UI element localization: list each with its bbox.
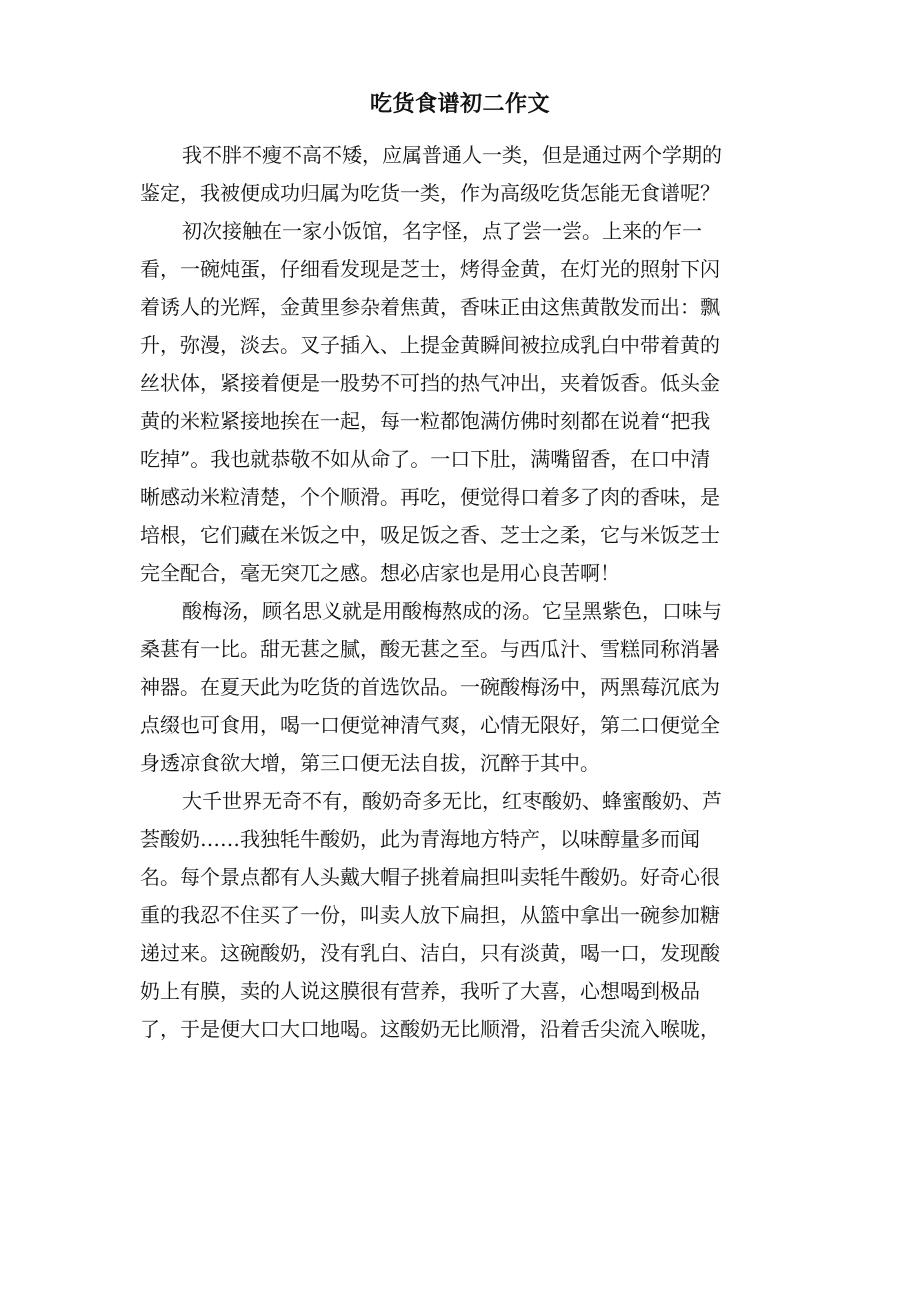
text-line: 身透凉食欲大增，第三口便无法自拔，沉醉于其中。	[140, 751, 600, 775]
text-line: 重的我忍不住买了一份，叫卖人放下扁担，从篮中拿出一碗参加糖	[140, 903, 720, 927]
text-line: 名。每个景点都有人头戴大帽子挑着扁担叫卖牦牛酸奶。好奇心很	[140, 865, 720, 889]
paragraph-first-line: 大千世界无奇不有，酸奶奇多无比，红枣酸奶、蜂蜜酸奶、芦	[182, 789, 722, 813]
text-line: 晰感动米粒清楚，个个顺滑。再吃，便觉得口着多了肉的香味，是	[140, 485, 720, 509]
text-line: 黄的米粒紧接地挨在一起，每一粒都饱满仿佛时刻都在说着“把我	[140, 409, 711, 433]
text-line: 丝状体，紧接着便是一股势不可挡的热气冲出，夹着饭香。低头金	[140, 371, 720, 395]
paragraph-first-line: 初次接触在一家小饭馆，名字怪，点了尝一尝。上来的乍一	[182, 219, 702, 243]
document-body	[140, 136, 780, 1048]
text-line: 点缀也可食用，喝一口便觉神清气爽，心情无限好，第二口便觉全	[140, 713, 720, 737]
text-line: 荟酸奶……我独牦牛酸奶，此为青海地方特产，以味醇量多而闻	[140, 827, 700, 851]
text-line: 奶上有膜，卖的人说这膜很有营养，我听了大喜，心想喝到极品	[140, 979, 700, 1003]
paragraph-first-line: 我不胖不瘦不高不矮，应属普通人一类，但是通过两个学期的	[182, 143, 722, 167]
text-line: 鉴定，我被便成功归属为吃货一类，作为高级吃货怎能无食谱呢？	[140, 181, 720, 205]
text-line: 桑葚有一比。甜无葚之腻，酸无葚之至。与西瓜汁、雪糕同称消暑	[140, 637, 720, 661]
text-line: 升，弥漫，淡去。叉子插入、上提金黄瞬间被拉成乳白中带着黄的	[140, 333, 720, 357]
text-line: 吃掉”。我也就恭敬不如从命了。一口下肚，满嘴留香，在口中清	[140, 447, 711, 471]
paragraph-first-line: 酸梅汤，顾名思义就是用酸梅熬成的汤。它呈黑紫色，口味与	[182, 599, 722, 623]
text-line: 神器。在夏天此为吃货的首选饮品。一碗酸梅汤中，两黑莓沉底为	[140, 675, 720, 699]
text-line: 递过来。这碗酸奶，没有乳白、洁白，只有淡黄，喝一口，发现酸	[140, 941, 720, 965]
text-line: 着诱人的光辉，金黄里参杂着焦黄，香味正由这焦黄散发而出：飘	[140, 295, 720, 319]
text-line: 了，于是便大口大口地喝。这酸奶无比顺滑，沿着舌尖流入喉咙，	[140, 1017, 720, 1041]
text-line: 看，一碗炖蛋，仔细看发现是芝士，烤得金黄，在灯光的照射下闪	[140, 257, 720, 281]
text-line: 培根，它们藏在米饭之中，吸足饭之香、芝士之柔，它与米饭芝士	[140, 523, 720, 547]
text-line: 完全配合，毫无突兀之感。想必店家也是用心良苦啊！	[140, 561, 620, 585]
document-title: 吃货食谱初二作文	[369, 91, 550, 117]
